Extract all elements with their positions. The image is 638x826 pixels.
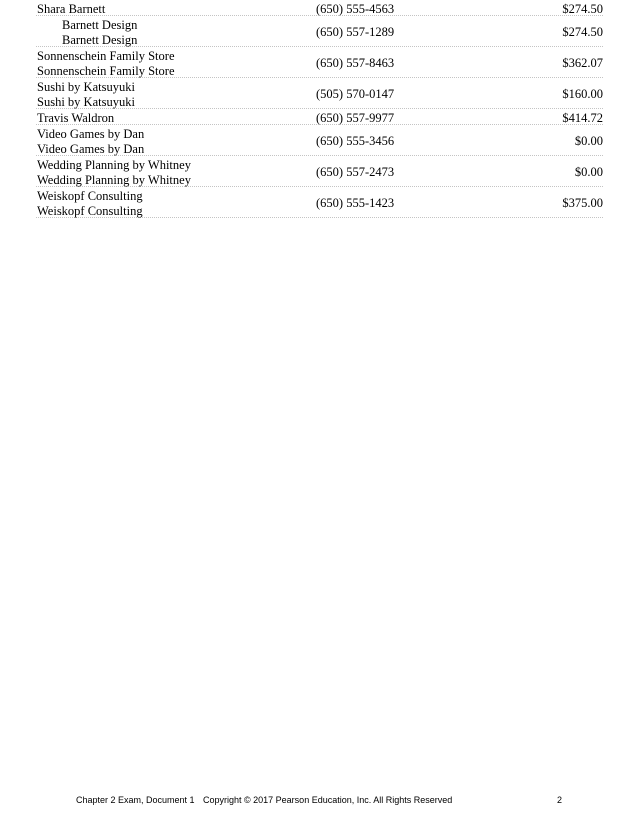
table-row: [36, 78, 603, 109]
table-row: [36, 156, 603, 187]
customer-name-cell: [37, 127, 144, 156]
customer-name: Weiskopf Consulting: [37, 189, 143, 203]
customer-name: Barnett Design: [62, 18, 138, 32]
footer-copyright: Copyright © 2017 Pearson Education, Inc. All Rights Reserved: [203, 795, 453, 805]
balance-amount: $375.00: [562, 196, 603, 210]
customer-name-cell: [37, 189, 143, 218]
customer-name: Travis Waldron: [37, 111, 115, 125]
phone-number: (650) 555-1423: [316, 196, 395, 210]
phone-number: (505) 570-0147: [316, 87, 395, 101]
customer-table: [36, 0, 603, 218]
balance-amount: $414.72: [562, 111, 603, 125]
customer-name: Weiskopf Consulting: [37, 203, 143, 218]
table-row: [36, 109, 603, 125]
phone-number: (650) 555-3456: [316, 134, 395, 148]
balance-amount: $160.00: [562, 87, 603, 101]
customer-name: Sushi by Katsuyuki: [37, 80, 135, 94]
customer-name-cell: [37, 49, 175, 78]
footer-page-number: 2: [557, 795, 563, 805]
customer-name: Shara Barnett: [37, 2, 106, 16]
customer-name: Barnett Design: [62, 32, 138, 47]
customer-name: Sonnenschein Family Store: [37, 49, 175, 63]
customer-name-cell: [62, 18, 137, 47]
balance-amount: $362.07: [562, 56, 603, 70]
table-row: [36, 187, 603, 218]
phone-number: (650) 557-8463: [316, 56, 395, 70]
phone-number: (650) 557-1289: [316, 25, 395, 39]
customer-name-cell: [37, 2, 105, 17]
phone-number: (650) 557-2473: [316, 165, 395, 179]
balance-amount: $0.00: [574, 134, 603, 148]
customer-name: Video Games by Dan: [37, 127, 145, 141]
footer-document-title: Chapter 2 Exam, Document 1: [76, 795, 195, 805]
table-row: [36, 47, 603, 78]
customer-name: Wedding Planning by Whitney: [37, 172, 191, 187]
customer-name-cell: [37, 80, 135, 109]
balance-amount: $274.50: [562, 2, 603, 16]
table-row: [36, 0, 603, 16]
customer-name-cell: [37, 158, 191, 187]
customer-name-cell: [37, 111, 114, 126]
balance-amount: $274.50: [562, 25, 603, 39]
customer-name: Sonnenschein Family Store: [37, 63, 175, 78]
customer-name: Wedding Planning by Whitney: [37, 158, 191, 172]
customer-name: Video Games by Dan: [37, 141, 145, 156]
phone-number: (650) 557-9977: [316, 111, 395, 125]
phone-number: (650) 555-4563: [316, 2, 395, 16]
balance-amount: $0.00: [574, 165, 603, 179]
table-row: [36, 16, 603, 47]
customer-name: Sushi by Katsuyuki: [37, 94, 135, 109]
table-row: [36, 125, 603, 156]
